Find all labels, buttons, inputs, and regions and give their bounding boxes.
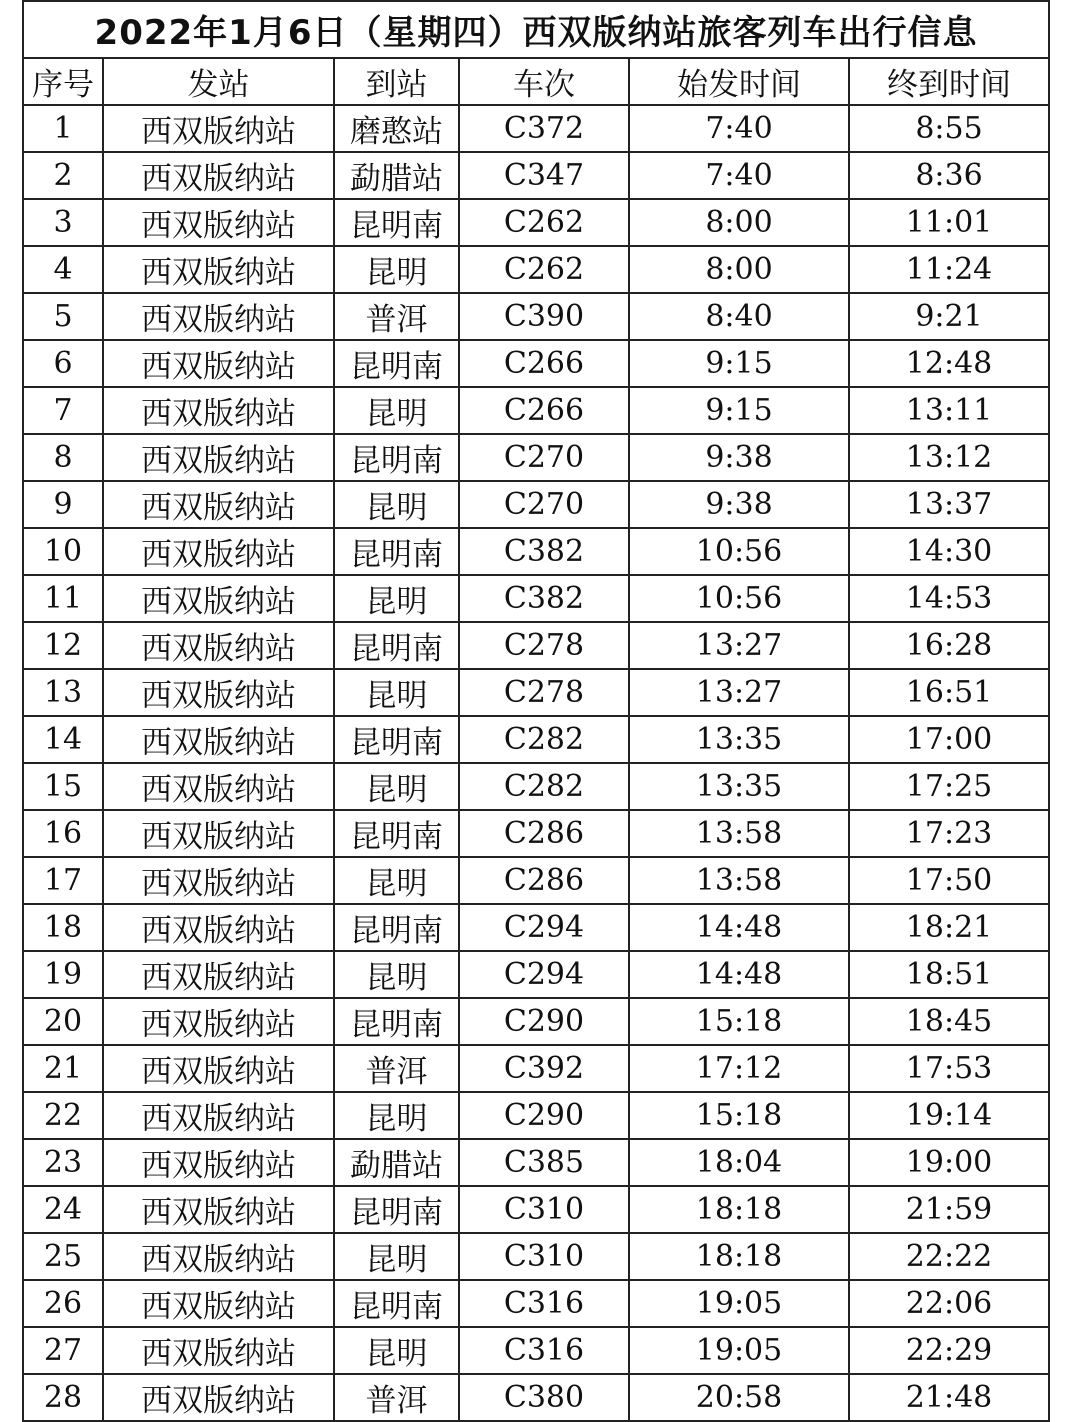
cell-arrival-time: 16:28 — [849, 622, 1049, 669]
cell-origin: 西双版纳站 — [103, 1233, 334, 1280]
cell-departure-time: 18:18 — [629, 1186, 849, 1233]
cell-arrival-time: 8:36 — [849, 152, 1049, 199]
cell-origin: 西双版纳站 — [103, 857, 334, 904]
cell-arrival-time: 16:51 — [849, 669, 1049, 716]
cell-departure-time: 9:15 — [629, 340, 849, 387]
cell-train-number: C382 — [459, 528, 629, 575]
table-row — [23, 152, 1049, 199]
table-row — [23, 763, 1049, 810]
cell-destination: 昆明 — [334, 1233, 459, 1280]
table-row — [23, 669, 1049, 716]
cell-destination: 普洱 — [334, 1045, 459, 1092]
cell-destination: 勐腊站 — [334, 1139, 459, 1186]
cell-destination: 昆明南 — [334, 716, 459, 763]
cell-departure-time: 13:27 — [629, 622, 849, 669]
cell-arrival-time: 13:37 — [849, 481, 1049, 528]
cell-arrival-time: 21:48 — [849, 1374, 1049, 1421]
cell-index: 7 — [23, 387, 103, 434]
cell-arrival-time: 14:53 — [849, 575, 1049, 622]
cell-index: 25 — [23, 1233, 103, 1280]
cell-arrival-time: 17:53 — [849, 1045, 1049, 1092]
cell-departure-time: 8:00 — [629, 199, 849, 246]
cell-origin: 西双版纳站 — [103, 763, 334, 810]
cell-origin: 西双版纳站 — [103, 528, 334, 575]
cell-destination: 普洱 — [334, 1374, 459, 1421]
cell-origin: 西双版纳站 — [103, 951, 334, 998]
cell-index: 28 — [23, 1374, 103, 1421]
cell-train-number: C282 — [459, 716, 629, 763]
cell-train-number: C286 — [459, 810, 629, 857]
cell-departure-time: 7:40 — [629, 152, 849, 199]
cell-destination: 昆明南 — [334, 1280, 459, 1327]
cell-arrival-time: 19:14 — [849, 1092, 1049, 1139]
cell-departure-time: 18:04 — [629, 1139, 849, 1186]
cell-train-number: C286 — [459, 857, 629, 904]
cell-train-number: C385 — [459, 1139, 629, 1186]
cell-index: 27 — [23, 1327, 103, 1374]
table-row — [23, 340, 1049, 387]
column-header-train-number: 车次 — [459, 58, 629, 105]
cell-destination: 昆明南 — [334, 1186, 459, 1233]
train-schedule-table — [22, 0, 1050, 1422]
table-row — [23, 1233, 1049, 1280]
cell-index: 11 — [23, 575, 103, 622]
table-row — [23, 199, 1049, 246]
cell-departure-time: 13:58 — [629, 810, 849, 857]
cell-train-number: C372 — [459, 105, 629, 152]
cell-origin: 西双版纳站 — [103, 904, 334, 951]
table-body — [23, 105, 1049, 1421]
table-row — [23, 387, 1049, 434]
cell-departure-time: 13:35 — [629, 716, 849, 763]
cell-train-number: C310 — [459, 1233, 629, 1280]
cell-origin: 西双版纳站 — [103, 1139, 334, 1186]
cell-destination: 普洱 — [334, 293, 459, 340]
cell-departure-time: 9:38 — [629, 434, 849, 481]
cell-origin: 西双版纳站 — [103, 622, 334, 669]
cell-index: 3 — [23, 199, 103, 246]
cell-arrival-time: 18:51 — [849, 951, 1049, 998]
cell-destination: 昆明 — [334, 575, 459, 622]
table-row — [23, 434, 1049, 481]
table-row — [23, 575, 1049, 622]
cell-arrival-time: 17:50 — [849, 857, 1049, 904]
cell-origin: 西双版纳站 — [103, 387, 334, 434]
cell-index: 13 — [23, 669, 103, 716]
cell-departure-time: 9:38 — [629, 481, 849, 528]
cell-train-number: C270 — [459, 481, 629, 528]
cell-arrival-time: 22:22 — [849, 1233, 1049, 1280]
cell-departure-time: 15:18 — [629, 1092, 849, 1139]
cell-origin: 西双版纳站 — [103, 1374, 334, 1421]
cell-departure-time: 20:58 — [629, 1374, 849, 1421]
column-header-index: 序号 — [23, 58, 103, 105]
cell-departure-time: 10:56 — [629, 528, 849, 575]
cell-index: 14 — [23, 716, 103, 763]
cell-origin: 西双版纳站 — [103, 105, 334, 152]
table-row — [23, 857, 1049, 904]
cell-destination: 昆明 — [334, 1327, 459, 1374]
cell-index: 15 — [23, 763, 103, 810]
cell-arrival-time: 17:25 — [849, 763, 1049, 810]
cell-departure-time: 8:40 — [629, 293, 849, 340]
header-row — [23, 58, 1049, 105]
cell-origin: 西双版纳站 — [103, 152, 334, 199]
cell-origin: 西双版纳站 — [103, 199, 334, 246]
table-row — [23, 246, 1049, 293]
table-row — [23, 528, 1049, 575]
cell-departure-time: 15:18 — [629, 998, 849, 1045]
title-row — [23, 1, 1049, 58]
cell-train-number: C347 — [459, 152, 629, 199]
cell-origin: 西双版纳站 — [103, 293, 334, 340]
cell-destination: 昆明 — [334, 951, 459, 998]
cell-destination: 昆明南 — [334, 622, 459, 669]
cell-destination: 昆明南 — [334, 434, 459, 481]
table-row — [23, 1374, 1049, 1421]
cell-destination: 昆明南 — [334, 998, 459, 1045]
cell-destination: 昆明 — [334, 246, 459, 293]
cell-origin: 西双版纳站 — [103, 1045, 334, 1092]
cell-index: 23 — [23, 1139, 103, 1186]
cell-train-number: C294 — [459, 904, 629, 951]
cell-origin: 西双版纳站 — [103, 810, 334, 857]
cell-train-number: C316 — [459, 1280, 629, 1327]
cell-departure-time: 14:48 — [629, 951, 849, 998]
cell-index: 22 — [23, 1092, 103, 1139]
cell-index: 8 — [23, 434, 103, 481]
cell-departure-time: 18:18 — [629, 1233, 849, 1280]
cell-index: 10 — [23, 528, 103, 575]
table-row — [23, 998, 1049, 1045]
cell-destination: 昆明南 — [334, 199, 459, 246]
table-row — [23, 293, 1049, 340]
cell-origin: 西双版纳站 — [103, 575, 334, 622]
column-header-departure-time: 始发时间 — [629, 58, 849, 105]
cell-train-number: C294 — [459, 951, 629, 998]
cell-arrival-time: 8:55 — [849, 105, 1049, 152]
table-row — [23, 1327, 1049, 1374]
cell-origin: 西双版纳站 — [103, 998, 334, 1045]
cell-arrival-time: 18:21 — [849, 904, 1049, 951]
cell-origin: 西双版纳站 — [103, 1092, 334, 1139]
cell-train-number: C316 — [459, 1327, 629, 1374]
cell-destination: 昆明南 — [334, 904, 459, 951]
cell-origin: 西双版纳站 — [103, 246, 334, 293]
cell-destination: 昆明南 — [334, 810, 459, 857]
cell-arrival-time: 9:21 — [849, 293, 1049, 340]
cell-departure-time: 19:05 — [629, 1280, 849, 1327]
cell-arrival-time: 19:00 — [849, 1139, 1049, 1186]
cell-departure-time: 13:58 — [629, 857, 849, 904]
cell-origin: 西双版纳站 — [103, 340, 334, 387]
column-header-origin: 发站 — [103, 58, 334, 105]
cell-departure-time: 13:35 — [629, 763, 849, 810]
cell-destination: 昆明 — [334, 481, 459, 528]
cell-origin: 西双版纳站 — [103, 669, 334, 716]
cell-departure-time: 8:00 — [629, 246, 849, 293]
cell-index: 6 — [23, 340, 103, 387]
cell-train-number: C310 — [459, 1186, 629, 1233]
cell-arrival-time: 17:00 — [849, 716, 1049, 763]
cell-train-number: C382 — [459, 575, 629, 622]
cell-index: 24 — [23, 1186, 103, 1233]
cell-arrival-time: 22:06 — [849, 1280, 1049, 1327]
cell-arrival-time: 14:30 — [849, 528, 1049, 575]
cell-destination: 昆明 — [334, 857, 459, 904]
table-row — [23, 810, 1049, 857]
table-row — [23, 904, 1049, 951]
cell-train-number: C262 — [459, 246, 629, 293]
cell-arrival-time: 17:23 — [849, 810, 1049, 857]
table-row — [23, 1186, 1049, 1233]
cell-index: 21 — [23, 1045, 103, 1092]
cell-train-number: C282 — [459, 763, 629, 810]
table-row — [23, 716, 1049, 763]
cell-destination: 昆明南 — [334, 528, 459, 575]
cell-arrival-time: 22:29 — [849, 1327, 1049, 1374]
cell-train-number: C290 — [459, 1092, 629, 1139]
cell-index: 12 — [23, 622, 103, 669]
cell-index: 9 — [23, 481, 103, 528]
cell-arrival-time: 13:11 — [849, 387, 1049, 434]
column-header-destination: 到站 — [334, 58, 459, 105]
cell-train-number: C278 — [459, 622, 629, 669]
cell-train-number: C278 — [459, 669, 629, 716]
table-row — [23, 951, 1049, 998]
table-title: 2022年1月6日（星期四）西双版纳站旅客列车出行信息 — [23, 1, 1049, 58]
cell-arrival-time: 11:01 — [849, 199, 1049, 246]
cell-departure-time: 14:48 — [629, 904, 849, 951]
table-row — [23, 1280, 1049, 1327]
cell-departure-time: 7:40 — [629, 105, 849, 152]
cell-departure-time: 10:56 — [629, 575, 849, 622]
cell-index: 17 — [23, 857, 103, 904]
cell-index: 4 — [23, 246, 103, 293]
cell-arrival-time: 12:48 — [849, 340, 1049, 387]
cell-index: 20 — [23, 998, 103, 1045]
cell-train-number: C380 — [459, 1374, 629, 1421]
table-row — [23, 1092, 1049, 1139]
cell-origin: 西双版纳站 — [103, 434, 334, 481]
cell-train-number: C390 — [459, 293, 629, 340]
cell-index: 26 — [23, 1280, 103, 1327]
cell-destination: 磨憨站 — [334, 105, 459, 152]
cell-origin: 西双版纳站 — [103, 481, 334, 528]
cell-origin: 西双版纳站 — [103, 1186, 334, 1233]
cell-train-number: C266 — [459, 340, 629, 387]
cell-destination: 昆明南 — [334, 340, 459, 387]
cell-index: 19 — [23, 951, 103, 998]
cell-index: 2 — [23, 152, 103, 199]
cell-index: 5 — [23, 293, 103, 340]
table-row — [23, 622, 1049, 669]
cell-index: 18 — [23, 904, 103, 951]
cell-train-number: C270 — [459, 434, 629, 481]
cell-origin: 西双版纳站 — [103, 716, 334, 763]
cell-departure-time: 19:05 — [629, 1327, 849, 1374]
cell-departure-time: 17:12 — [629, 1045, 849, 1092]
cell-destination: 昆明 — [334, 763, 459, 810]
column-header-arrival-time: 终到时间 — [849, 58, 1049, 105]
cell-destination: 昆明 — [334, 387, 459, 434]
table-row — [23, 1045, 1049, 1092]
cell-arrival-time: 11:24 — [849, 246, 1049, 293]
cell-train-number: C290 — [459, 998, 629, 1045]
cell-departure-time: 13:27 — [629, 669, 849, 716]
cell-departure-time: 9:15 — [629, 387, 849, 434]
table-row — [23, 1139, 1049, 1186]
cell-arrival-time: 13:12 — [849, 434, 1049, 481]
cell-destination: 勐腊站 — [334, 152, 459, 199]
cell-train-number: C262 — [459, 199, 629, 246]
table-row — [23, 481, 1049, 528]
cell-index: 16 — [23, 810, 103, 857]
table-row — [23, 105, 1049, 152]
cell-destination: 昆明 — [334, 669, 459, 716]
cell-index: 1 — [23, 105, 103, 152]
cell-arrival-time: 18:45 — [849, 998, 1049, 1045]
cell-origin: 西双版纳站 — [103, 1327, 334, 1374]
cell-train-number: C392 — [459, 1045, 629, 1092]
cell-train-number: C266 — [459, 387, 629, 434]
cell-destination: 昆明 — [334, 1092, 459, 1139]
cell-arrival-time: 21:59 — [849, 1186, 1049, 1233]
cell-origin: 西双版纳站 — [103, 1280, 334, 1327]
